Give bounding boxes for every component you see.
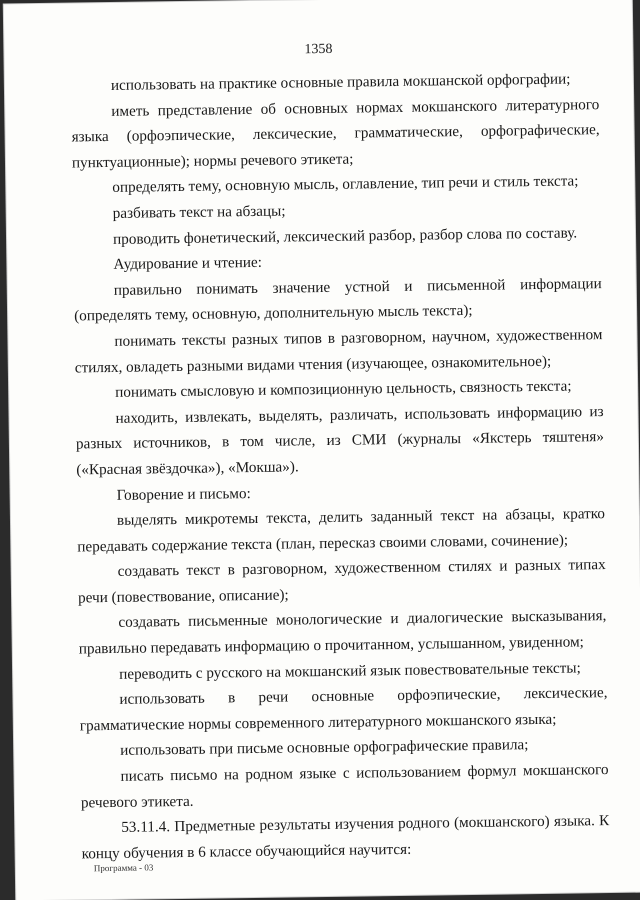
paragraph: создавать текст в разговорном, художественном стилях и разных типах речи (повествование, описание); (77, 556, 606, 607)
paragraph: переводить с русского на мокшанский язык повествовательные тексты; (119, 659, 581, 683)
footer-label: Программа - 03 (93, 862, 154, 874)
paragraph: создавать письменные монологические и диалогические высказывания, правильно передавать информацию о прочитанном, услышанном, увиденном; (78, 607, 607, 658)
paragraph: находить, извлекать, выделять, различать, использовать информацию из разных источников, в том числе, из СМИ (журналы «Якстерь тяштеня» («Красная звёздочка»), «Мокша»). (75, 402, 604, 479)
paragraph: выделять микротемы текста, делить заданный текст на абзацы, кратко передавать содержание текста (план, пересказ своими словами, сочинение); (77, 505, 606, 556)
page-number: 1358 (304, 41, 333, 58)
paragraph: использовать в речи основные орфоэпические, лексические, грамматические нормы современного литературного мокшанского языка; (79, 684, 608, 735)
paragraph: понимать смысловую и композиционную цельность, связность текста; (115, 377, 572, 402)
paragraph: использовать при письме основные орфографические правила; (120, 736, 529, 760)
section-heading: Говорение и письмо: (116, 484, 251, 504)
paragraph: иметь представление об основных нормах мокшанского литературного языка (орфоэпические, лексические, грамматические, орфографические, пунктуационные); нормы речевого этикета; (71, 95, 600, 172)
paragraph: правильно понимать значение устной и письменной информации (определять тему, основную, дополнительную мысль текста); (74, 274, 602, 325)
paragraph: разбивать текст на абзацы; (112, 202, 286, 222)
section-heading: Аудирование и чтение: (113, 254, 263, 274)
paragraph: определять тему, основную мысль, оглавление, тип речи и стиль текста; (112, 172, 579, 197)
document-page (4, 0, 640, 900)
section-paragraph: 53.11.4. Предметные результаты изучения родного (мокшанского) языка. К концу обучения в 6 классе обучающийся научится: (81, 812, 610, 863)
paragraph: использовать на практике основные правила мокшанской орфографии; (110, 70, 571, 94)
paragraph: писать письмо на родном языке с использованием формул мокшанского речевого этикета. (80, 761, 609, 812)
paragraph: понимать тексты разных типов в разговорном, научном, художественном стилях, овладеть разными видами чтения (изучающее, ознакомительное); (74, 326, 603, 377)
paragraph: проводить фонетический, лексический разбор, разбор слова по составу. (112, 224, 578, 248)
body-text (71, 66, 610, 867)
